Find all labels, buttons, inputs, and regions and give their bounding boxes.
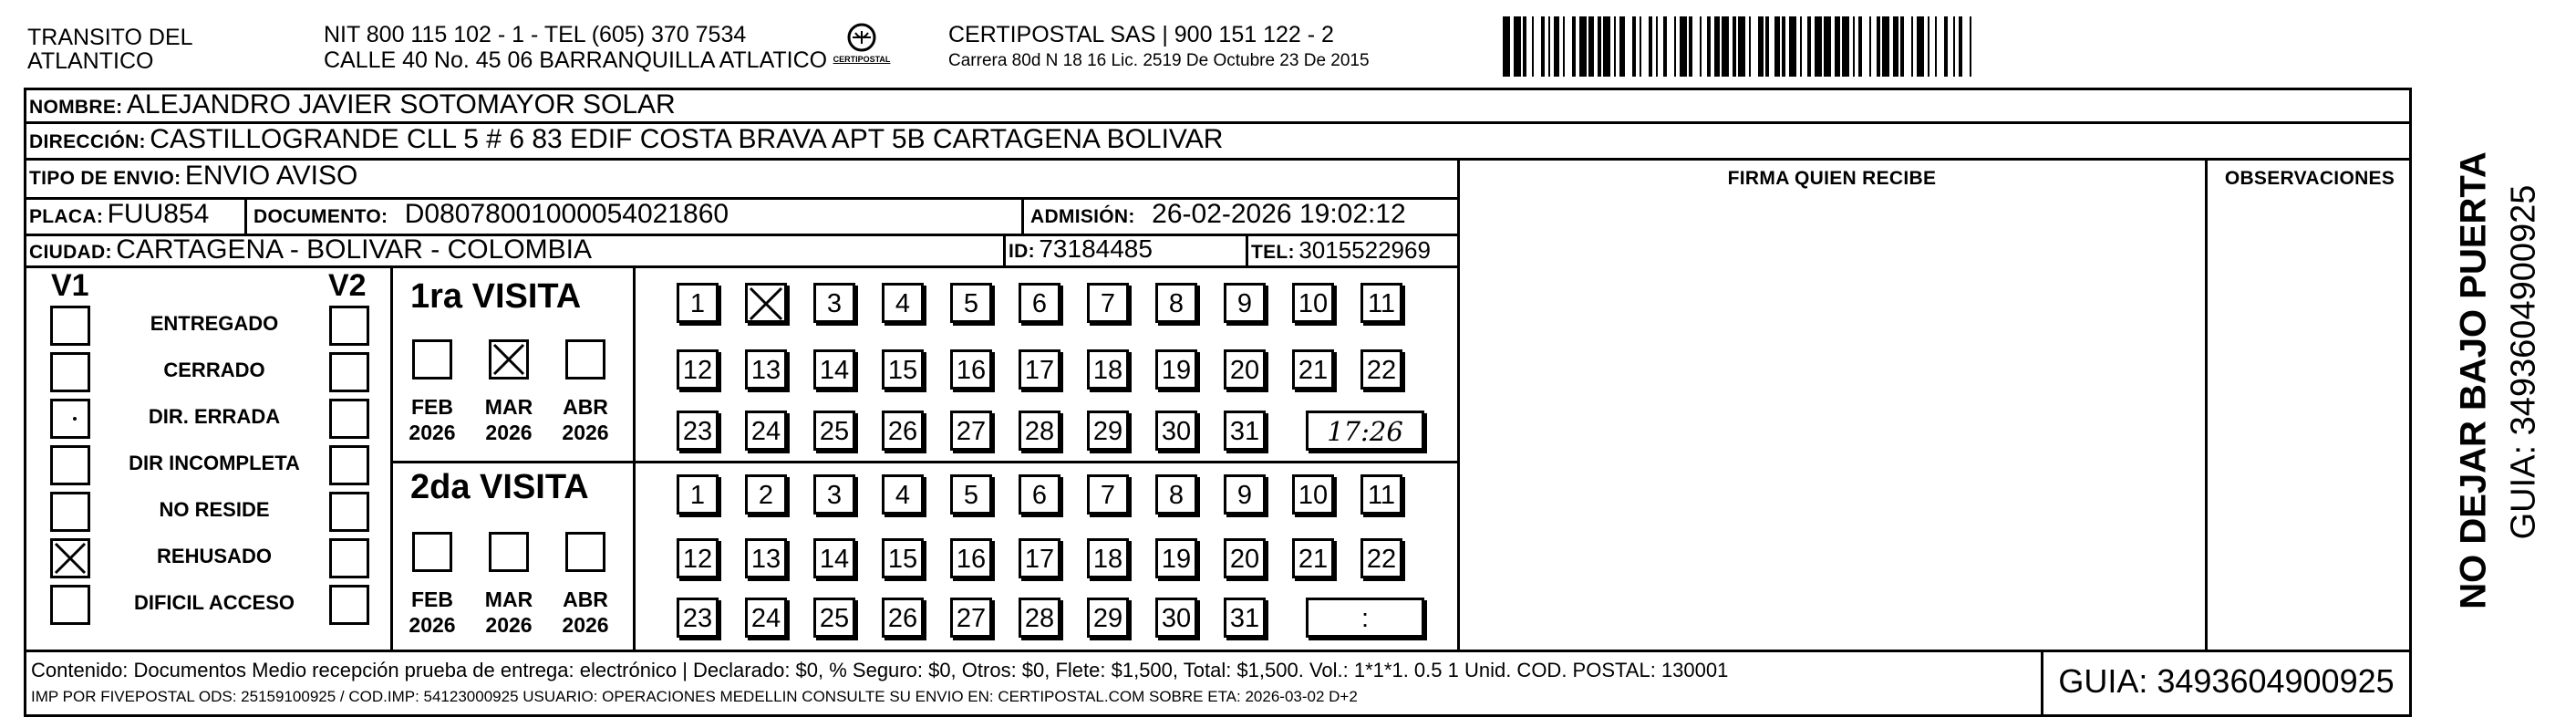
day-box[interactable]: 9	[1224, 283, 1266, 323]
day-box[interactable]: 5	[950, 283, 992, 323]
company-name: TRANSITO DEL ATLANTICO	[27, 25, 193, 74]
day-box[interactable]: 9	[1224, 474, 1266, 515]
row-divider	[24, 265, 1458, 268]
tipo-value: ENVIO AVISO	[184, 161, 358, 191]
documento-row	[253, 199, 729, 230]
day-box[interactable]: 15	[882, 349, 924, 390]
admision-row	[1030, 199, 1406, 230]
v1-label: V1	[51, 268, 89, 303]
day-box[interactable]: 26	[882, 598, 924, 638]
month-label: ABR 2026	[562, 588, 609, 637]
day-box[interactable]: 21	[1292, 538, 1334, 578]
row-divider	[24, 158, 2412, 161]
id-row	[1009, 234, 1153, 264]
day-box[interactable]: 21	[1292, 349, 1334, 390]
tipo-row	[29, 161, 357, 192]
reason-label: CERRADO	[163, 359, 265, 381]
day-box[interactable]: 26	[882, 411, 924, 451]
month-checkbox[interactable]	[565, 532, 605, 572]
day-box[interactable]: 8	[1155, 474, 1197, 515]
observaciones-label: OBSERVACIONES	[2224, 168, 2395, 189]
v2-label: V2	[328, 268, 367, 303]
day-box[interactable]: 17	[1019, 538, 1060, 578]
placa-label: PLACA:	[29, 206, 104, 227]
day-box[interactable]: 20	[1224, 538, 1266, 578]
day-box[interactable]: 14	[813, 538, 855, 578]
col-divider	[390, 265, 393, 650]
admision-value: 26-02-2026 19:02:12	[1152, 199, 1406, 229]
day-box[interactable]: 22	[1360, 538, 1402, 578]
x-mark-icon	[53, 541, 88, 576]
day-box[interactable]	[745, 283, 787, 323]
certi-line-2: Carrera 80d N 18 16 Lic. 2519 De Octubre 23 De 2015	[948, 51, 1370, 70]
first-visit-title: 1ra VISITA	[410, 277, 582, 316]
v2-checkbox[interactable]	[329, 585, 369, 625]
day-box[interactable]: 30	[1155, 411, 1197, 451]
time-box[interactable]: 17:26	[1306, 411, 1424, 451]
month-label: MAR 2026	[484, 588, 533, 637]
placa-value: FUU854	[107, 199, 210, 229]
v1-checkbox[interactable]	[50, 306, 90, 346]
day-box[interactable]: 11	[1360, 283, 1402, 323]
direccion-label: DIRECCIÓN:	[29, 131, 146, 152]
reason-label: DIR. ERRADA	[148, 405, 281, 428]
day-box[interactable]: 20	[1224, 349, 1266, 390]
x-mark-icon	[491, 342, 526, 377]
v1-checkbox[interactable]	[50, 445, 90, 485]
day-box[interactable]: 18	[1087, 349, 1129, 390]
day-box[interactable]: 17	[1019, 349, 1060, 390]
day-box[interactable]: 4	[882, 474, 924, 515]
day-box[interactable]: 6	[1019, 283, 1060, 323]
month-label: ABR 2026	[562, 395, 609, 444]
day-box[interactable]: 29	[1087, 598, 1129, 638]
id-label: ID:	[1009, 241, 1035, 262]
day-box[interactable]: 14	[813, 349, 855, 390]
day-box[interactable]: 23	[677, 598, 719, 638]
v1-checkbox[interactable]	[50, 585, 90, 625]
month-checkbox[interactable]	[412, 532, 452, 572]
ciudad-label: CIUDAD:	[29, 242, 112, 263]
day-box[interactable]: 5	[950, 474, 992, 515]
v2-checkbox[interactable]	[329, 399, 369, 439]
day-box[interactable]: 31	[1224, 598, 1266, 638]
col-divider	[2205, 158, 2208, 650]
day-box[interactable]: 16	[950, 538, 992, 578]
col-divider	[244, 197, 247, 234]
no-dejar-bajo-puerta: NO DEJAR BAJO PUERTA	[2453, 151, 2494, 609]
month-label: MAR 2026	[484, 395, 533, 444]
placa-row	[29, 199, 209, 230]
day-box[interactable]: 31	[1224, 411, 1266, 451]
firma-label: FIRMA QUIEN RECIBE	[1727, 168, 1937, 189]
dot-mark	[73, 417, 77, 421]
day-box[interactable]: 30	[1155, 598, 1197, 638]
month-checkbox[interactable]	[489, 532, 529, 572]
day-box[interactable]: 24	[745, 598, 787, 638]
day-box[interactable]: 12	[677, 349, 719, 390]
nombre-label: NOMBRE:	[29, 97, 123, 118]
ciudad-value: CARTAGENA - BOLIVAR - COLOMBIA	[116, 234, 592, 265]
certipostal-logo	[825, 22, 898, 73]
documento-value: D08078001000054021860	[404, 199, 729, 229]
direccion-value: CASTILLOGRANDE CLL 5 # 6 83 EDIF COSTA BRAVA APT 5B CARTAGENA BOLIVAR	[150, 124, 1224, 154]
col-divider	[633, 265, 636, 650]
day-box[interactable]: 7	[1087, 283, 1129, 323]
certi-line-1: CERTIPOSTAL SAS | 900 151 122 - 2	[948, 22, 1334, 47]
col-divider	[1246, 234, 1248, 265]
certipostal-logo-icon	[825, 22, 898, 73]
day-box[interactable]: 28	[1019, 411, 1060, 451]
nit-line-1: NIT 800 115 102 - 1 - TEL (605) 370 7534	[324, 22, 747, 47]
v2-checkbox[interactable]	[329, 538, 369, 578]
day-box[interactable]: 11	[1360, 474, 1402, 515]
day-box[interactable]: 15	[882, 538, 924, 578]
col-divider	[1021, 197, 1024, 234]
day-box[interactable]: 10	[1292, 474, 1334, 515]
admision-label: ADMISIÓN:	[1030, 206, 1135, 227]
day-box[interactable]: 13	[745, 349, 787, 390]
day-box[interactable]: 3	[813, 283, 855, 323]
month-checkbox[interactable]	[565, 339, 605, 380]
logo-caption: CERTIPOSTAL	[833, 55, 891, 64]
reason-label: DIFICIL ACCESO	[133, 591, 295, 614]
day-box[interactable]: 6	[1019, 474, 1060, 515]
barcode	[1503, 16, 2405, 77]
col-divider	[1003, 234, 1006, 265]
tel-value: 3015522969	[1298, 236, 1431, 264]
day-box[interactable]: 12	[677, 538, 719, 578]
day-box[interactable]: 18	[1087, 538, 1129, 578]
day-box[interactable]: 29	[1087, 411, 1129, 451]
tel-label: TEL:	[1251, 242, 1295, 263]
day-box[interactable]: 19	[1155, 538, 1197, 578]
day-box[interactable]: 27	[950, 411, 992, 451]
reason-label: DIR INCOMPLETA	[129, 452, 300, 474]
day-box[interactable]: 24	[745, 411, 787, 451]
day-box[interactable]: 28	[1019, 598, 1060, 638]
reason-label: REHUSADO	[157, 545, 272, 567]
day-box[interactable]: 23	[677, 411, 719, 451]
second-visit-title: 2da VISITA	[410, 468, 589, 506]
imp-text: IMP POR FIVEPOSTAL ODS: 25159100925 / COD.IMP: 54123000925 USUARIO: OPERACIONES MEDELLIN CONSULTE SU ENVIO EN: CERTIPOSTAL.COM SOBRE ETA: 2026-03-02 D+2	[31, 688, 1358, 705]
month-label: FEB 2026	[409, 588, 456, 637]
day-box[interactable]: 7	[1087, 474, 1129, 515]
documento-label: DOCUMENTO:	[253, 206, 388, 227]
tipo-label: TIPO DE ENVIO:	[29, 168, 181, 189]
id-value: 73184485	[1039, 234, 1153, 263]
reason-label: NO RESIDE	[159, 498, 270, 521]
contenido-text: Contenido: Documentos Medio recepción prueba de entrega: electrónico | Declarado: $0, % Seguro: $0, Otros: $0, Flete: $1,500, Total: $1,500. Vol.: 1*1*1. 0.5 1 Unid. COD. POSTAL: 130001	[31, 659, 1729, 681]
day-box[interactable]: 16	[950, 349, 992, 390]
day-box[interactable]: 1	[677, 283, 719, 323]
day-box[interactable]: 19	[1155, 349, 1197, 390]
ciudad-row	[29, 234, 592, 265]
row-divider	[24, 650, 2412, 652]
reason-label: ENTREGADO	[150, 312, 279, 335]
col-divider	[1457, 158, 1460, 650]
v2-checkbox[interactable]	[329, 492, 369, 532]
v1-checkbox[interactable]	[50, 492, 90, 532]
day-box[interactable]: 10	[1292, 283, 1334, 323]
x-mark-icon	[748, 286, 784, 322]
v1-checkbox[interactable]	[50, 352, 90, 392]
v2-checkbox[interactable]	[329, 352, 369, 392]
v1-checkbox[interactable]	[50, 399, 90, 439]
v2-checkbox[interactable]	[329, 306, 369, 346]
tel-row	[1251, 236, 1431, 265]
nombre-row	[29, 89, 676, 120]
v2-checkbox[interactable]	[329, 445, 369, 485]
day-box[interactable]: 1	[677, 474, 719, 515]
month-checkbox[interactable]	[412, 339, 452, 380]
time-box[interactable]: :	[1306, 598, 1424, 638]
day-box[interactable]: 2	[745, 474, 787, 515]
nit-line-2: CALLE 40 No. 45 06 BARRANQUILLA ATLATICO	[324, 47, 828, 73]
visit-divider	[390, 461, 1457, 463]
month-checkbox[interactable]	[489, 339, 529, 380]
nombre-value: ALEJANDRO JAVIER SOTOMAYOR SOLAR	[126, 89, 676, 120]
v1-checkbox[interactable]	[50, 538, 90, 578]
day-box[interactable]: 25	[813, 411, 855, 451]
day-box[interactable]: 8	[1155, 283, 1197, 323]
month-label: FEB 2026	[409, 395, 456, 444]
direccion-row	[29, 124, 1223, 155]
day-box[interactable]: 22	[1360, 349, 1402, 390]
day-box[interactable]: 13	[745, 538, 787, 578]
side-guia: GUIA: 3493604900925	[2504, 184, 2543, 540]
day-box[interactable]: 27	[950, 598, 992, 638]
day-box[interactable]: 4	[882, 283, 924, 323]
guia-box-text: GUIA: 3493604900925	[2058, 662, 2395, 700]
day-box[interactable]: 3	[813, 474, 855, 515]
day-box[interactable]: 25	[813, 598, 855, 638]
